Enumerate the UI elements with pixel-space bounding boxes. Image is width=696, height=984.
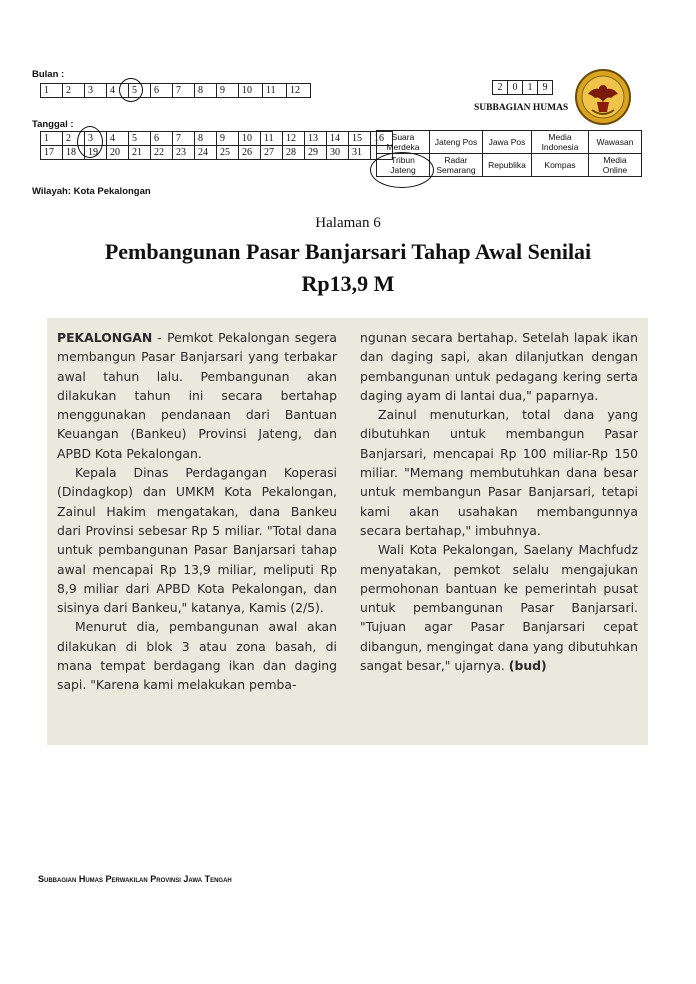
day-cell: 7: [173, 132, 195, 146]
month-cell: 7: [173, 84, 195, 98]
day-cell: 8: [195, 132, 217, 146]
month-cell: 10: [239, 84, 263, 98]
month-cell: 12: [287, 84, 311, 98]
year-digit: 2: [493, 81, 508, 95]
newspaper-cell: Jateng Pos: [430, 131, 483, 154]
month-cell: 1: [41, 84, 63, 98]
day-cell: 22: [151, 146, 173, 160]
newspaper-cell: Tribun Jateng: [377, 154, 430, 177]
day-cell: 16: [371, 132, 393, 146]
newspaper-cell: Media Online: [589, 154, 642, 177]
day-cell: 4: [107, 132, 129, 146]
day-cell: 10: [239, 132, 261, 146]
newspaper-cell: Republika: [483, 154, 532, 177]
month-cell: 5: [129, 84, 151, 98]
year-digit: 1: [523, 81, 538, 95]
headline-line-2: Rp13,9 M: [301, 271, 395, 296]
news-clipping: [47, 318, 648, 745]
newspaper-cell: Kompas: [532, 154, 589, 177]
footer-text: Subbagian Humas Perwakilan Provinsi Jawa Tengah: [38, 874, 232, 884]
day-cell: 12: [283, 132, 305, 146]
newspaper-cell: Media Indonesia: [532, 131, 589, 154]
day-cell: 24: [195, 146, 217, 160]
day-cell: 14: [327, 132, 349, 146]
day-cell: 29: [305, 146, 327, 160]
month-grid: [40, 83, 311, 98]
day-cell: 2: [63, 132, 85, 146]
headline-line-1: Pembangunan Pasar Banjarsari Tahap Awal Senilai: [104, 239, 592, 264]
col2-paragraph-1: ngunan secara bertahap. Setelah lapak ikan dan daging sapi, akan dilanjutkan dengan pembangunan untuk pedagang kering serta daging ayam di lantai dua," paparnya.: [360, 330, 638, 403]
day-cell: 6: [151, 132, 173, 146]
col1-paragraph-2: Kepala Dinas Perdagangan Koperasi (Dindagkop) dan UMKM Kota Pekalongan, Zainul Hakim mengatakan, dana Bankeu dari Provinsi sebesar Rp 5 miliar. "Total dana untuk pembangunan Pasar Banjarsari tahap awal mencapai Rp 13,9 miliar, meliputi Rp 8,9 miliar dari APBD Kota Pekalongan, dan sisinya dari Bankeu," katanya, Kamis (2/5).: [57, 465, 337, 616]
provincial-emblem-icon: [574, 68, 632, 126]
day-cell: 17: [41, 146, 63, 160]
newspaper-cell: Radar Semarang: [430, 154, 483, 177]
day-cell: 5: [129, 132, 151, 146]
day-cell: 21: [129, 146, 151, 160]
day-cell: 23: [173, 146, 195, 160]
article-column-2: [360, 328, 638, 675]
selected-month-circle: [119, 78, 143, 102]
year-digit: 9: [538, 81, 553, 95]
day-cell: 13: [305, 132, 327, 146]
year-digit: 0: [508, 81, 523, 95]
month-cell: 3: [85, 84, 107, 98]
newspaper-cell: Wawasan: [589, 131, 642, 154]
day-cell: 15: [349, 132, 371, 146]
day-cell: 19: [85, 146, 107, 160]
day-cell: 3: [85, 132, 107, 146]
month-cell: 6: [151, 84, 173, 98]
newspaper-cell: Jawa Pos: [483, 131, 532, 154]
day-cell: 20: [107, 146, 129, 160]
col2-paragraph-2: Zainul menuturkan, total dana yang dibutuhkan untuk membangun Pasar Banjarsari, mencapai Rp 100 miliar-Rp 150 miliar. "Memang membutuhkan dana besar untuk membangun Pasar Banjarsari, tetapi kami akan usahakan membangunnya secara bertahap," imbuhnya.: [360, 407, 638, 538]
day-cell: 30: [327, 146, 349, 160]
department-label: SUBBAGIAN HUMAS: [474, 103, 569, 113]
byline: (bud): [508, 658, 547, 674]
wilayah-label: Wilayah: Kota Pekalongan: [32, 186, 151, 197]
tanggal-label: Tanggal :: [32, 119, 74, 130]
newspaper-cell: Suara Merdeka: [377, 131, 430, 154]
day-cell: 9: [217, 132, 239, 146]
page-number: Halaman 6: [315, 215, 381, 231]
day-cell: 11: [261, 132, 283, 146]
day-cell: 28: [283, 146, 305, 160]
col1-paragraph-1: - Pemkot Pekalongan segera membangun Pasar Banjarsari yang terbakar awal tahun lalu. Pembangunan akan dilakukan tahun ini secara bertahap menggunakan pendanaan dari Bantuan Keuangan (Bankeu) Provinsi Jateng, dan APBD Kota Pekalongan.: [57, 330, 337, 461]
month-cell: 2: [63, 84, 85, 98]
selected-day-circle: [77, 126, 103, 158]
day-cell: 18: [63, 146, 85, 160]
month-cell: 9: [217, 84, 239, 98]
year-box: [492, 80, 553, 95]
bulan-label: Bulan :: [32, 69, 65, 80]
day-cell: 1: [41, 132, 63, 146]
month-cell: 8: [195, 84, 217, 98]
month-cell: 4: [107, 84, 129, 98]
day-cell: 26: [239, 146, 261, 160]
col2-paragraph-3: Wali Kota Pekalongan, Saelany Machfudz menyatakan, pemkot selalu mengajukan permohonan bantuan ke pemerintah pusat untuk pembangunan Pasar Banjarsari. "Tujuan agar Pasar Banjarsari cepat dibangun, mengingat dana yang dibutuhkan sangat besar," ujarnya.: [360, 542, 638, 674]
day-cell: 27: [261, 146, 283, 160]
day-cell: 25: [217, 146, 239, 160]
month-cell: 11: [263, 84, 287, 98]
article-column-1: [57, 328, 337, 695]
selected-newspaper-circle: [370, 152, 434, 188]
day-cell: 31: [349, 146, 371, 160]
dateline: PEKALONGAN: [57, 330, 153, 345]
col1-paragraph-3: Menurut dia, pembangunan awal akan dilakukan di blok 3 atau zona basah, di mana tempat berdagang ikan dan daging sapi. "Karena kami melakukan pemba-: [57, 619, 337, 693]
